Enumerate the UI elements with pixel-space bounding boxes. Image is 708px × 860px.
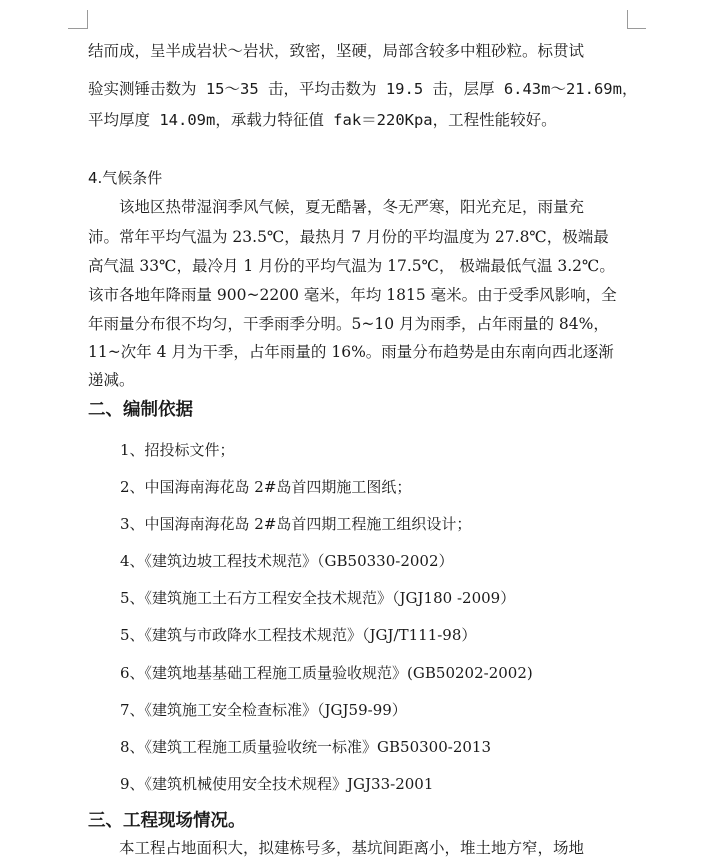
section-heading-basis: 二、编制依据 (88, 400, 193, 420)
list-item: 7、《建筑施工安全检查标准》（JGJ59-99） (120, 701, 407, 719)
climate-title: 4.气候条件 (88, 169, 163, 187)
list-item: 8、《建筑工程施工质量验收统一标准》GB50300-2013 (120, 738, 492, 756)
page-corner-mark-top-right (627, 10, 628, 29)
paragraph-line: 11~次年 4 月为干季，占年雨量的 16%。雨量分布趋势是由东南向西北逐渐 (88, 343, 614, 361)
paragraph-line: 高气温 33℃，最冷月 1 月份的平均气温为 17.5℃， 极端最低气温 3.2℃。 (88, 257, 615, 275)
paragraph-line: 平均厚度 14.09m，承载力特征值 fak＝220Kpa，工程性能较好。 (88, 111, 557, 129)
paragraph-line: 该地区热带湿润季风气候，夏无酷暑，冬无严寒，阳光充足，雨量充 (88, 198, 585, 216)
page-corner-mark-top-left (87, 10, 88, 29)
list-item: 5、《建筑与市政降水工程技术规范》（JGJ/T111-98） (120, 626, 477, 644)
list-item: 9、《建筑机械使用安全技术规程》JGJ33-2001 (120, 775, 434, 793)
paragraph-line: 结而成，呈半成岩状～岩状，致密，坚硬，局部含较多中粗砂粒。标贯试 (88, 42, 585, 60)
paragraph-line: 沛。常年平均气温为 23.5℃，最热月 7 月份的平均温度为 27.8℃，极端最 (88, 228, 609, 246)
list-item: 2、中国海南海花岛 2#岛首四期施工图纸； (120, 478, 412, 496)
paragraph-line: 验实测锤击数为 15～35 击，平均击数为 19.5 击，层厚 6.43m～21.69m， (88, 80, 638, 98)
list-item: 4、《建筑边坡工程技术规范》（GB50330-2002） (120, 552, 454, 570)
page-corner-mark-top-right-h (627, 28, 646, 29)
list-item: 3、中国海南海花岛 2#岛首四期工程施工组织设计； (120, 515, 472, 533)
paragraph-line: 本工程占地面积大，拟建栋号多，基坑间距离小，堆土地方窄，场地 (88, 839, 585, 857)
page-corner-mark-top-left-h (68, 28, 87, 29)
list-item: 6、《建筑地基基础工程施工质量验收规范》(GB50202-2002) (120, 664, 533, 682)
list-item: 1、招投标文件； (120, 441, 235, 459)
paragraph-line: 该市各地年降雨量 900~2200 毫米，年均 1815 毫米。由于受季风影响，全 (88, 286, 617, 304)
section-heading-site: 三、工程现场情况。 (88, 811, 246, 831)
list-item: 5、《建筑施工土石方工程安全技术规范》（JGJ180 -2009） (120, 589, 516, 607)
paragraph-line: 递减。 (88, 371, 135, 389)
paragraph-line: 年雨量分布很不均匀，干季雨季分明。5~10 月为雨季，占年雨量的 84%， (88, 315, 609, 333)
